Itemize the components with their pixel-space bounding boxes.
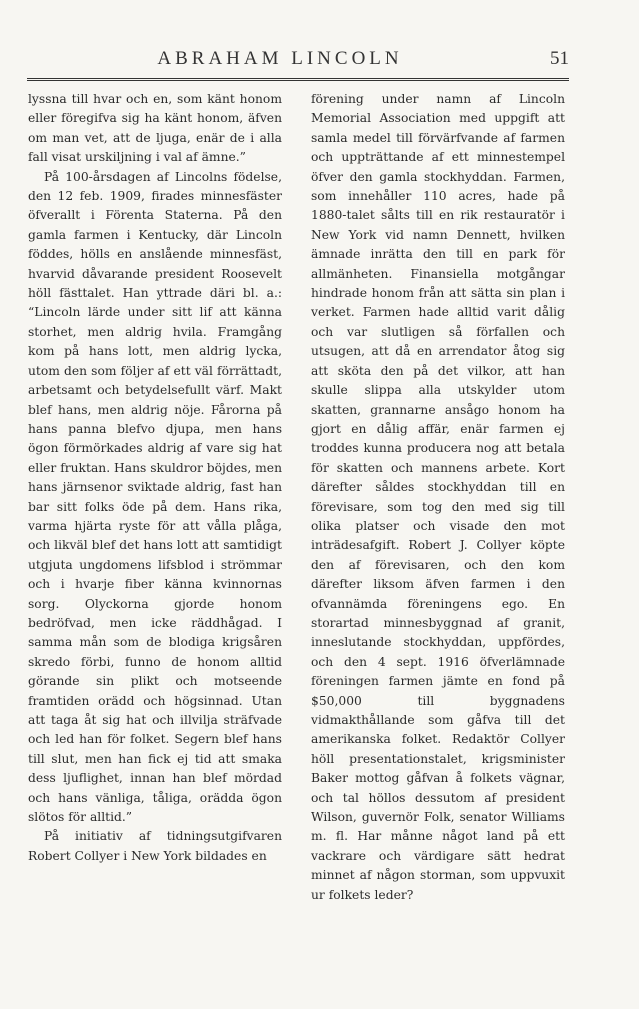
left-paragraph-2: På 100-årsdagen af Lincolns födelse, den 12 feb. 1909, firades minnesfäster öfverallt i Förenta Staterna. På den gamla farmen i Kentucky, där Lincoln föddes, hölls en anslående minnesfäst, hvarvid dåvarande president Roosevelt höll fästtalet. Han yttrade däri bl. a.: “Lincoln lärde under sitt lif att känna storhet, men aldrig hvila. Framgång kom på hans lott, men aldrig lycka, utom den som följer af ett väl förrättadt, arbetsamt och betydelsefullt värf. Makt blef hans, men aldrig nöje. Fårorna på hans panna blefvo djupa, men hans ögon förmörkades aldrig af vare sig hat eller fruktan. Hans skuldror böjdes, men hans järnsenor sviktade aldrig, fast han bar sitt folks öde på dem. Hans rika, varma hjärta ryste för att vålla plåga, och likväl blef det hans lott att samtidigt utgjuta ungdomens lifsblod i strömmar och i hvarje fiber känna kvinnornas sorg. Olyckorna gjorde honom bedröfvad, men icke räddhågad. I samma mån som de blodiga krigsåren skredo förbi, funno de honom alltid görande sin plikt och motseende framtiden orädd och högsinnad. Utan att taga åt sig hat och illvilja sträfvade och led han för folket. Segern blef hans till slut, men han fick ej tid att smaka dess ljuflighet, innan han blef mördad och hans vänliga, tåliga, orädda ögon slötos för alltid.”: [28, 169, 282, 825]
right-paragraph-1: förening under namn af Lincoln Memorial Association med uppgift att samla medel till förvärfvande af farmen och uppträttande af ett minnestempel öfver den gamla stockhyddan. Farmen, som innehåller 110 acres, hade på 1880-talet sålts till en rik restauratör i New York vid namn Dennett, hvilken ämnade inrätta den till en park för allmänheten. Finansiella motgångar hindrade honom från att sätta sin plan i verket. Farmen hade alltid varit dålig och var slutligen så förfallen och utsugen, att då en arrendator åtog sig att sköta den på det vilkor, att han skulle slippa alla utskylder utom skatten, grannarne ansågo honom ha gjort en dålig affär, enär farmen ej troddes kunna producera nog att betala för skatten och mannens arbete. Kort därefter såldes stockhyddan till en förevisare, som tog den med sig till olika platser och visade den mot inträdesafgift. Robert J. Collyer köpte den af förevisaren, och den kom därefter liksom äfven farmen i den ofvannämda föreningens ego. En storartad minnesbyggnad af granit, inneslutande stockhyddan, uppfördes, och den 4 sept. 1916 öfverlämnade föreningen farmen jämte en fond på $50,000 till byggnadens vidmakthållande som gåfva till det amerikanska folket. Redaktör Collyer höll presentationstalet, krigsminister Baker mottog gåfvan å folkets vägnar, och tal höllos dessutom af president Wilson, guvernör Folk, senator Williams m. fl. Har månne något land på ett vackrare och värdigare sätt hedrat minnet af någon storman, som uppvuxit ur folkets leder?: [311, 92, 565, 902]
page-number: 51: [550, 48, 569, 69]
right-column: [311, 90, 565, 905]
running-title: ABRAHAM LINCOLN: [157, 48, 403, 69]
left-paragraph-1: lyssna till hvar och en, som känt honom eller föregifva sig ha känt honom, äfven om man vet, att de ljuga, enär de i alla fall visat urskiljning i val af ämne.”: [28, 92, 282, 165]
header-rule: [27, 78, 569, 81]
page-header: [0, 48, 639, 72]
left-column: [28, 90, 282, 866]
left-paragraph-3: På initiativ af tidningsutgifvaren Robert Collyer i New York bildades en: [28, 829, 282, 863]
